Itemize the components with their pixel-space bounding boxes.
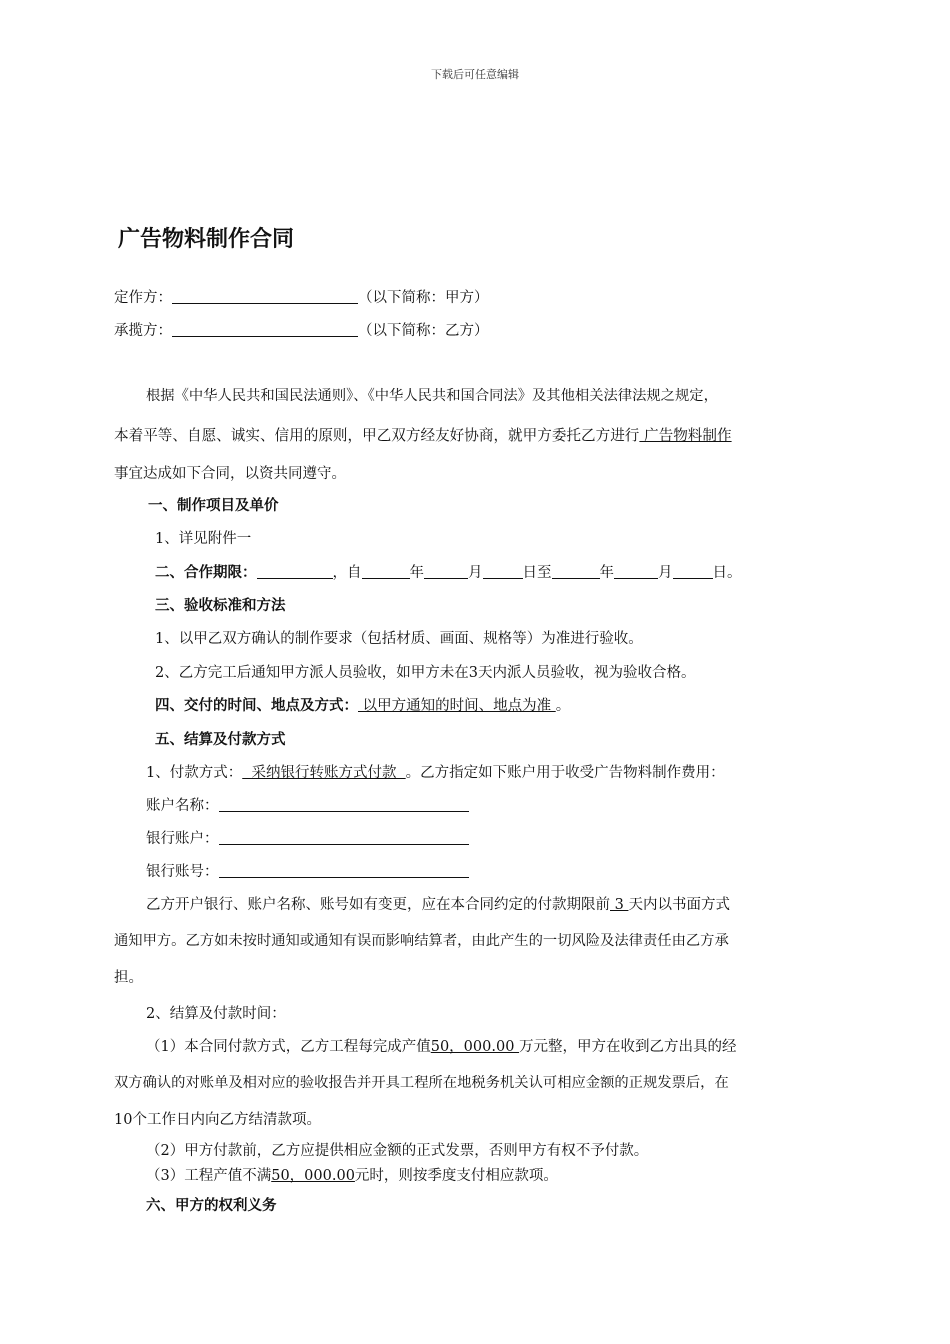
intro-subject: 广告物料制作 [639, 427, 732, 444]
bank-account-line [146, 827, 469, 848]
end-year-blank [552, 562, 600, 579]
section-4-heading: 四、交付的时间、地点及方式： [155, 698, 358, 714]
start-month-label: 月 [468, 565, 483, 581]
section-4-end: 。 [555, 698, 571, 714]
section-6-heading: 六、甲方的权利义务 [146, 1198, 277, 1214]
intro-line-2-text: 本着平等、自愿、诚实、信用的原则，甲乙双方经友好协商，就甲方委托乙方进行 [114, 427, 640, 444]
clause-3-text-2: 元时，则按季度支付相应款项。 [354, 1168, 558, 1184]
end-month-blank [614, 562, 658, 579]
notice-days: 3 [610, 897, 629, 913]
bank-number-blank [219, 861, 469, 878]
period-blank [257, 562, 333, 579]
clause-1-line-1 [146, 1035, 737, 1056]
section-3-heading: 三、验收标准和方法 [155, 598, 286, 614]
intro-line-1: 根据《中华人民共和国民法通则》、《中华人民共和国合同法》及其他相关法律法规之规定， [146, 388, 718, 404]
payment-method-value: 采纳银行转账方式付款 [242, 765, 406, 781]
end-month-label: 月 [658, 565, 673, 581]
clause-3-text: （3）工程产值不满 [146, 1168, 272, 1184]
end-day-label: 日。 [712, 565, 742, 581]
page-header: 下载后可任意编辑 [431, 68, 519, 81]
party-a-blank [172, 287, 358, 304]
clause-1-amount: 50，000.00 [430, 1039, 520, 1055]
clause-2: （2）甲方付款前，乙方应提供相应金额的正式发票，否则甲方有权不予付款。 [146, 1143, 649, 1159]
account-name-line [146, 794, 469, 815]
intro-line-2 [114, 424, 732, 445]
party-b-line [114, 319, 489, 340]
account-name-label: 账户名称： [146, 798, 219, 814]
section-3-item-2: 2、乙方完工后通知甲方派人员验收，如甲方未在3天内派人员验收，视为验收合格。 [155, 665, 696, 681]
party-a-line [114, 286, 489, 307]
payment-method-line [146, 761, 725, 782]
bank-number-label: 银行账号： [146, 864, 219, 880]
clause-1-text: （1）本合同付款方式，乙方工程每完成产值 [146, 1039, 431, 1055]
party-b-blank [172, 320, 358, 337]
start-year-blank [362, 562, 410, 579]
account-change-line-3: 担。 [114, 970, 143, 986]
clause-1-line-2: 双方确认的对账单及相对应的验收报告并开具工程所在地税务机关认可相应金额的正规发票后，在 [114, 1075, 729, 1091]
start-day-label: 日至 [522, 565, 552, 581]
section-5-heading: 五、结算及付款方式 [155, 732, 286, 748]
section-4-line [155, 694, 570, 715]
party-a-label: 定作方： [114, 290, 172, 306]
party-a-note: （以下简称：甲方） [358, 290, 489, 306]
section-1-heading: 一、制作项目及单价 [148, 498, 279, 514]
account-change-line-2: 通知甲方。乙方如未按时通知或通知有误而影响结算者，由此产生的一切风险及法律责任由乙方承 [114, 933, 729, 949]
period-from: ，自 [332, 565, 362, 581]
intro-line-3: 事宜达成如下合同，以资共同遵守。 [114, 466, 346, 482]
start-year-label: 年 [409, 565, 424, 581]
payment-method-tail: 。乙方指定如下账户用于收受广告物料制作费用： [405, 765, 725, 781]
end-year-label: 年 [599, 565, 614, 581]
party-b-label: 承揽方： [114, 323, 172, 339]
section-2-heading: 二、合作期限： [155, 565, 257, 581]
clause-3-line [146, 1164, 558, 1185]
settlement-heading: 2、结算及付款时间： [146, 1006, 286, 1022]
start-day-blank [483, 562, 523, 579]
account-change-line-1 [146, 893, 730, 914]
account-name-blank [219, 795, 469, 812]
clause-1-text-2: 万元整，甲方在收到乙方出具的经 [519, 1039, 737, 1055]
payment-method-label: 1、付款方式： [146, 765, 243, 781]
section-1-item-1: 1、详见附件一 [155, 531, 252, 547]
bank-account-blank [219, 828, 469, 845]
bank-account-label: 银行账户： [146, 831, 219, 847]
account-change-text-2: 天内以书面方式 [628, 897, 730, 913]
section-2-line [155, 561, 742, 582]
party-b-note: （以下简称：乙方） [358, 323, 489, 339]
clause-1-line-3: 10个工作日内向乙方结清款项。 [114, 1112, 321, 1128]
start-month-blank [424, 562, 468, 579]
section-3-item-1: 1、以甲乙双方确认的制作要求（包括材质、画面、规格等）为准进行验收。 [155, 631, 643, 647]
bank-number-line [146, 860, 469, 881]
end-day-blank [673, 562, 713, 579]
account-change-text: 乙方开户银行、账户名称、账号如有变更，应在本合同约定的付款期限前 [146, 897, 610, 913]
clause-3-amount: 50，000.00 [271, 1168, 355, 1184]
document-title: 广告物料制作合同 [118, 227, 295, 252]
delivery-terms: 以甲方通知的时间、地点为准 [358, 698, 556, 714]
